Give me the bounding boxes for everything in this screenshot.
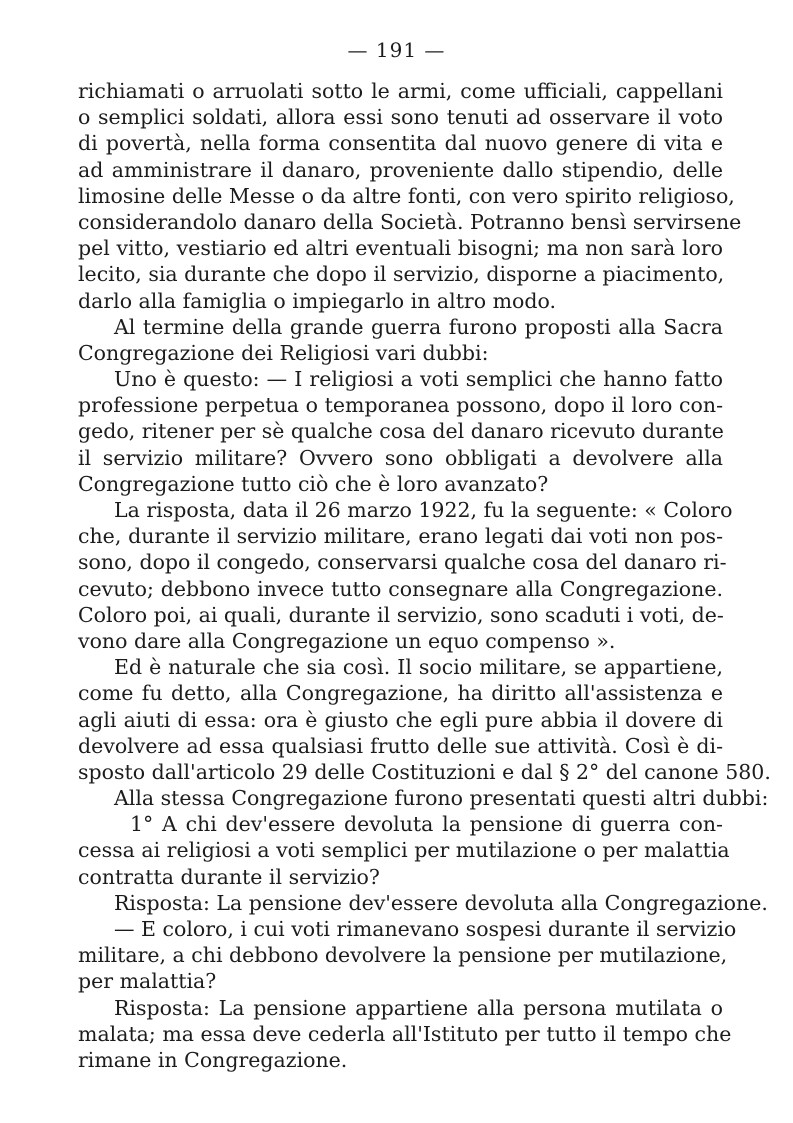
text-line: per malattia? [78,969,217,994]
text-line: il servizio militare? Ovvero sono obbligati a devolvere alla [78,445,723,470]
text-line: come fu detto, alla Congregazione, ha diritto all'assistenza e [78,681,723,706]
page-number: — 191 — [347,38,446,62]
text-line: Risposta: La pensione appartiene alla persona mutilata o [114,995,723,1020]
text-line: contratta durante il servizio? [78,864,380,889]
text-line: limosine delle Messe o da altre fonti, con vero spirito religioso, [78,183,735,208]
text-line: Coloro poi, ai quali, durante il servizio, sono scaduti i voti, de- [78,602,724,627]
text-line: darlo alla famiglia o impiegarlo in altro modo. [78,288,556,313]
text-line: sposto dall'articolo 29 delle Costituzioni e dal § 2° del canone 580. [78,759,771,784]
text-line: pel vitto, vestiario ed altri eventuali bisogni; ma non sarà loro [78,236,723,261]
paragraph [78,995,732,1074]
paragraph [78,785,769,811]
body-text [78,78,771,1073]
text-line: malata; ma essa deve cederla all'Istituto per tutto il tempo che [78,1021,732,1046]
paragraph [78,78,742,314]
text-line: lecito, sia durante che dopo il servizio, disporne a piacimento, [78,262,725,287]
text-line: agli aiuti di essa: ora è giusto che egli pure abbia il dovere di [78,707,723,732]
text-line: ad amministrare il danaro, proveniente dallo stipendio, delle [78,157,723,182]
text-line: devolvere ad essa qualsiasi frutto delle sue attività. Così è di- [78,733,723,758]
text-line: Ed è naturale che sia così. Il socio militare, se appartiene, [114,655,723,680]
text-line: La risposta, data il 26 marzo 1922, fu la seguente: « Coloro [114,498,733,522]
text-line: 1° A chi dev'essere devoluta la pensione di guerra con- [130,812,723,837]
text-line: di povertà, nella forma consentita dal nuovo genere di vita e [78,131,723,156]
text-line: o semplici soldati, allora essi sono tenuti ad osservare il voto [78,105,723,130]
paragraph [78,654,771,785]
paragraph [78,890,768,916]
paragraph [78,497,733,654]
text-line: Alla stessa Congregazione furono presentati questi altri dubbi: [114,786,769,811]
paragraph [78,916,737,995]
text-line: vono dare alla Congregazione un equo compenso ». [78,628,616,653]
text-line: che, durante il servizio militare, erano legati dai voti non pos- [78,524,723,549]
text-line: Congregazione tutto ciò che è loro avanzato? [78,471,549,496]
text-line: — E coloro, i cui voti rimanevano sospesi durante il servizio [114,917,737,941]
text-line: cessa ai religiosi a voti semplici per mutilazione o per malattia [78,838,730,863]
text-line: militare, a chi debbono devolvere la pensione per mutilazione, [78,943,728,968]
text-line: considerandolo danaro della Società. Potranno bensì servirsene [78,209,742,234]
paragraph [78,811,730,890]
text-line: Congregazione dei Religiosi vari dubbi: [78,340,489,365]
text-line: Al termine della grande guerra furono proposti alla Sacra [114,314,723,339]
text-line: professione perpetua o temporanea possono, dopo il loro con- [78,393,723,418]
text-line: Risposta: La pensione dev'essere devoluta alla Congregazione. [114,890,768,915]
text-line: rimane in Congregazione. [78,1047,348,1072]
text-line: gedo, ritener per sè qualche cosa del danaro ricevuto durante [78,419,724,444]
text-line: cevuto; debbono invece tutto consegnare alla Congregazione. [78,576,723,601]
text-line: Uno è questo: — I religiosi a voti semplici che hanno fatto [114,367,723,392]
paragraph [78,314,723,366]
text-line: sono, dopo il congedo, conservarsi qualche cosa del danaro ri- [78,550,727,575]
paragraph [78,366,723,497]
text-line: richiamati o arruolati sotto le armi, come ufficiali, cappellani [78,79,723,103]
